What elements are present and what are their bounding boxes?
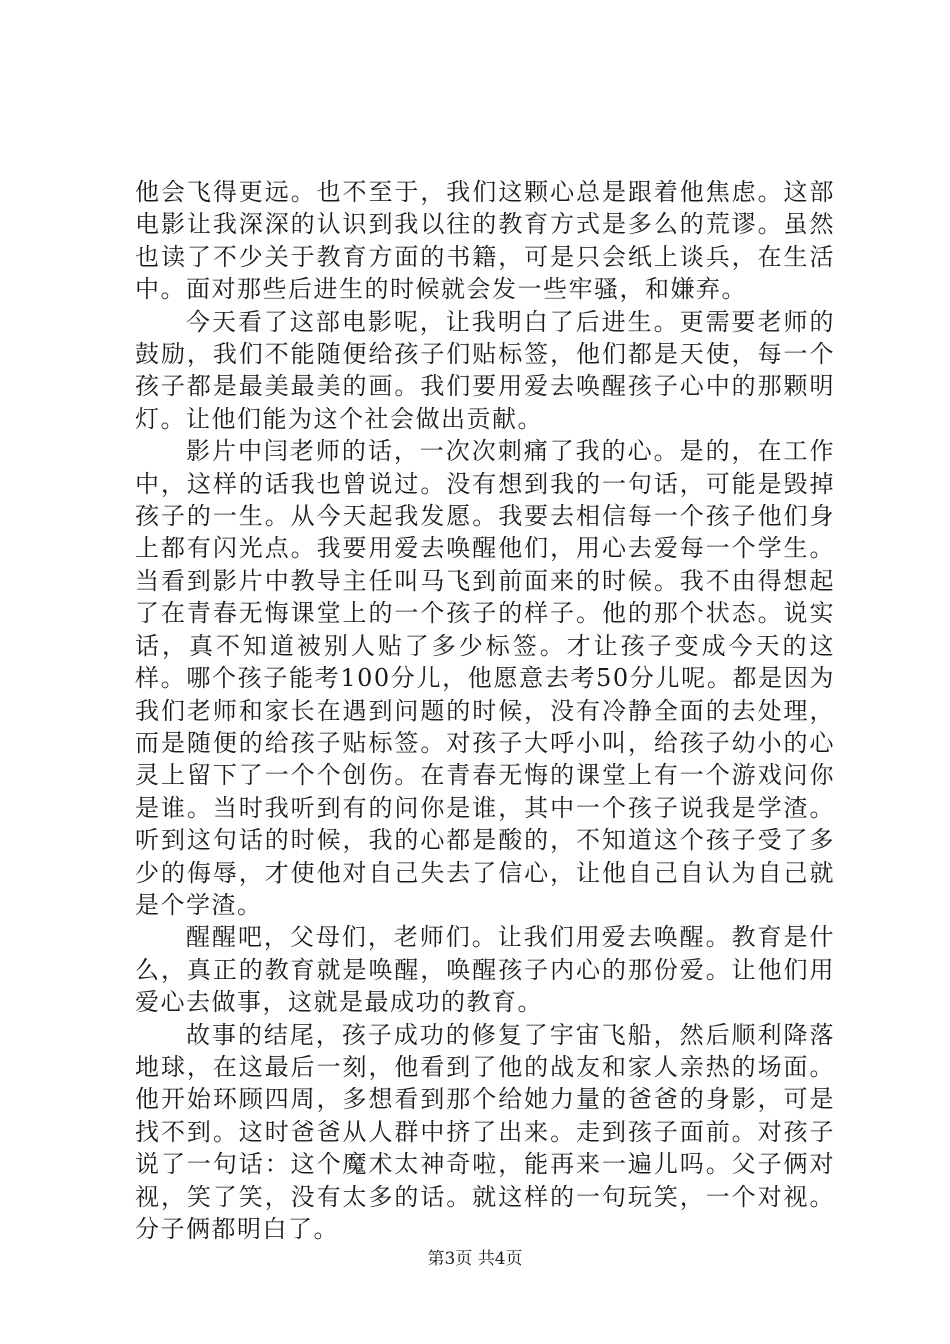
page-number-footer: 第3页 共4页: [427, 1249, 523, 1269]
document-body: [135, 176, 835, 1245]
paragraph: 故事的结尾，孩子成功的修复了宇宙飞船，然后顺利降落地球，在这最后一刻，他看到了他的战友和家人亲热的场面。他开始环顾四周，多想看到那个给她力量的爸爸的身影，可是找不到。这时爸爸从人群中挤了出来。走到孩子面前。对孩子说了一句话：这个魔术太神奇啦，能再来一遍儿吗。父子俩对视，笑了笑，没有太多的话。就这样的一句玩笑，一个对视。分子俩都明白了。: [135, 1020, 835, 1243]
paragraph: 影片中闫老师的话，一次次刺痛了我的心。是的，在工作中，这样的话我也曾说过。没有想到我的一句话，可能是毁掉孩子的一生。从今天起我发愿。我要去相信每一个孩子他们身上都有闪光点。我要用爱去唤醒他们，用心去爱每一个学生。当看到影片中教导主任叫马飞到前面来的时候。我不由得想起了在青春无悔课堂上的一个孩子的样子。他的那个状态。说实话，真不知道被别人贴了多少标签。才让孩子变成今天的这样。哪个孩子能考100分儿，他愿意去考50分儿呢。都是因为我们老师和家长在遇到问题的时候，没有冷静全面的去处理，而是随便的给孩子贴标签。对孩子大呼小叫，给孩子幼小的心灵上留下了一个个创伤。在青春无悔的课堂上有一个游戏问你是谁。当时我听到有的问你是谁，其中一个孩子说我是学渣。听到这句话的时候，我的心都是酸的，不知道这个孩子受了多少的侮辱，才使他对自己失去了信心，让他自己自认为自己就是个学渣。: [135, 437, 835, 919]
paragraph: 醒醒吧，父母们，老师们。让我们用爱去唤醒。教育是什么，真正的教育就是唤醒，唤醒孩子内心的那份爱。让他们用爱心去做事，这就是最成功的教育。: [135, 923, 835, 1017]
paragraph: 今天看了这部电影呢，让我明白了后进生。更需要老师的鼓励，我们不能随便给孩子们贴标签，他们都是天使，每一个孩子都是最美最美的画。我们要用爱去唤醒孩子心中的那颗明灯。让他们能为这个社会做出贡献。: [135, 307, 835, 433]
paragraph-continuation: 他会飞得更远。也不至于，我们这颗心总是跟着他焦虑。这部电影让我深深的认识到我以往的教育方式是多么的荒谬。虽然也读了不少关于教育方面的书籍，可是只会纸上谈兵，在生活中。面对那些后进生的时候就会发一些牢骚，和嫌弃。: [135, 178, 835, 304]
